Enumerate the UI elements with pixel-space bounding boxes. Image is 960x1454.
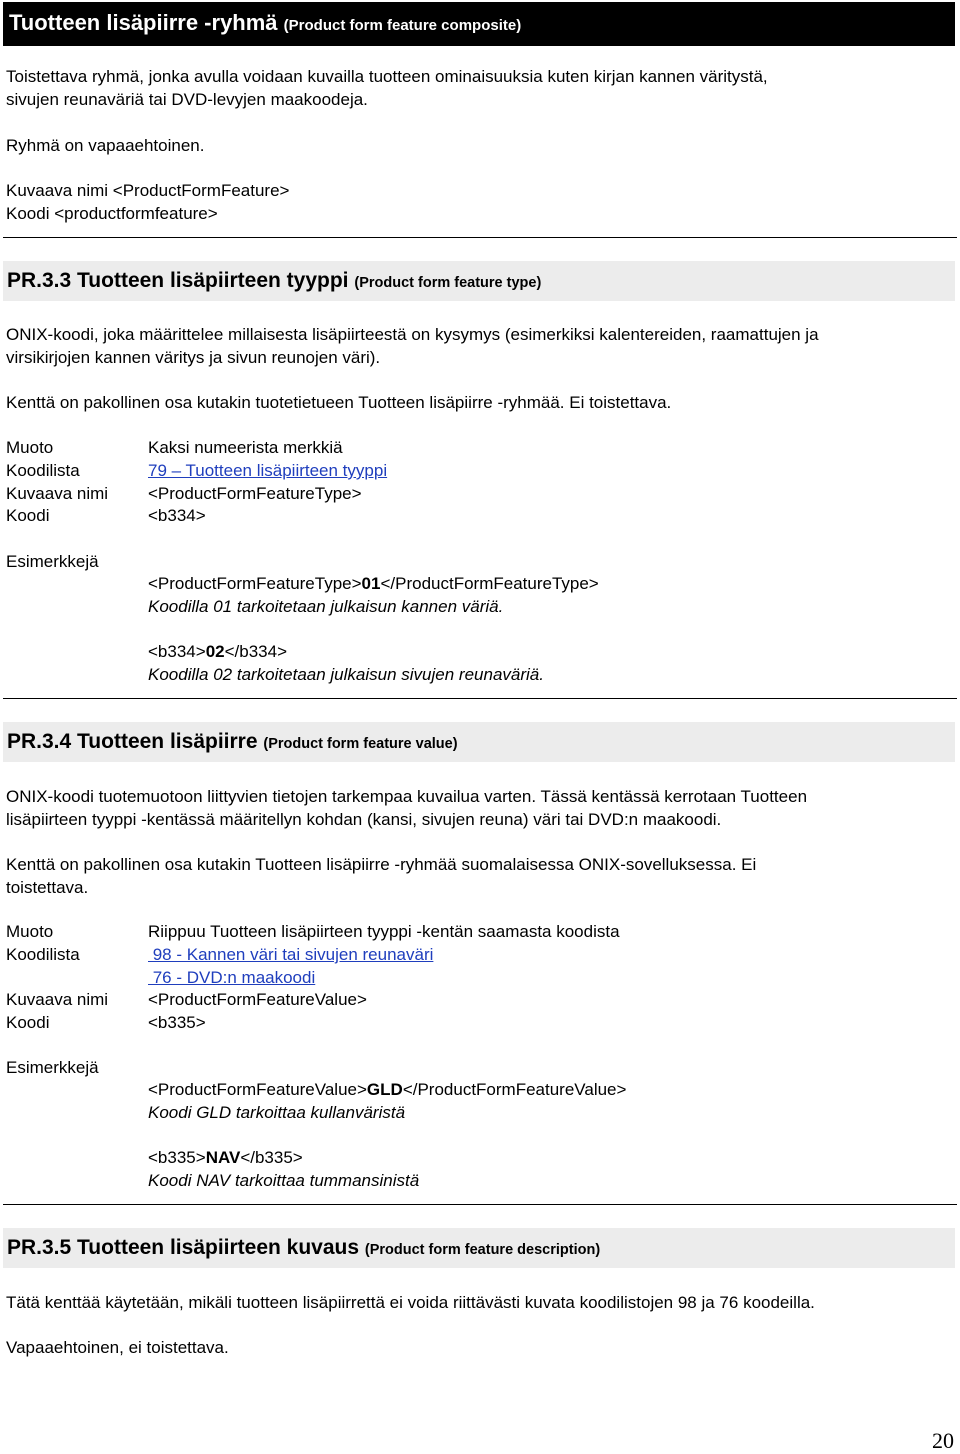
intro-optional: Ryhmä on vapaaehtoinen. bbox=[6, 136, 205, 155]
section-pr34-header bbox=[3, 722, 955, 762]
pr34-example-2: <b335>NAV</b335> bbox=[148, 1148, 303, 1167]
pr33-codelist-label: Koodilista bbox=[6, 461, 80, 480]
pr34-format-label: Muoto bbox=[6, 922, 54, 941]
pr34-codelist-label: Koodilista bbox=[6, 945, 80, 964]
pr33-descriptive-name-value: <ProductFormFeatureType> bbox=[148, 484, 362, 503]
pr35-desc: Tätä kenttää käytetään, mikäli tuotteen lisäpiirrettä ei voida riittävästi kuvata koodilistojen 98 ja 76 koodeilla. bbox=[6, 1293, 815, 1312]
pr34-descriptive-name-value: <ProductFormFeatureValue> bbox=[148, 990, 367, 1009]
divider bbox=[3, 1204, 957, 1205]
pr35-optional: Vapaaehtoinen, ei toistettava. bbox=[6, 1338, 229, 1357]
section-pr34-subheading: (Product form feature value) bbox=[263, 736, 458, 752]
pr33-codelist-link[interactable]: 79 – Tuotteen lisäpiirteen tyyppi bbox=[148, 461, 388, 480]
section-pr35-subheading: (Product form feature description) bbox=[364, 1242, 601, 1258]
pr33-desc-line-1: ONIX-koodi, joka määrittelee millaisesta lisäpiirteestä on kysymys (esimerkiksi kalentereiden, raamattujen ja bbox=[6, 325, 819, 344]
pr34-desc-line-2: lisäpiirteen tyyppi -kentässä määritellyn kohdan (kansi, sivujen reuna) väri tai DVD:n maakoodi. bbox=[6, 810, 722, 829]
pr34-codelist-link-98[interactable]: 98 - Kannen väri tai sivujen reunaväri bbox=[148, 945, 434, 964]
pr34-desc-line-1: ONIX-koodi tuotemuotoon liittyvien tietojen tarkempaa kuvailua varten. Tässä kentässä kerrotaan Tuotteen bbox=[6, 787, 808, 806]
pr34-codelist-link-76[interactable]: 76 - DVD:n maakoodi bbox=[148, 968, 316, 987]
pr33-code-label: Koodi bbox=[6, 506, 50, 525]
section-pr33-subheading: (Product form feature type) bbox=[354, 275, 542, 291]
section-pr34-heading: PR.3.4 Tuotteen lisäpiirre (Product form feature value) bbox=[7, 730, 458, 753]
intro-descriptive-name: Kuvaava nimi <ProductFormFeature> bbox=[6, 181, 290, 200]
pr33-examples-label: Esimerkkejä bbox=[6, 552, 99, 571]
pr33-format-label: Muoto bbox=[6, 438, 54, 457]
composite-title: Tuotteen lisäpiirre -ryhmä (Product form feature composite) bbox=[9, 10, 522, 35]
composite-subtitle: (Product form feature composite) bbox=[283, 17, 522, 34]
pr33-example-2-value: 02 bbox=[205, 642, 225, 661]
pr34-example-1-note: Koodi GLD tarkoittaa kullanväristä bbox=[148, 1103, 406, 1122]
section-pr33-header bbox=[3, 261, 955, 301]
pr34-example-2-note: Koodi NAV tarkoittaa tummansinistä bbox=[148, 1171, 420, 1190]
pr33-example-2: <b334>02</b334> bbox=[148, 642, 288, 661]
divider bbox=[3, 237, 957, 238]
pr34-example-1-value: GLD bbox=[366, 1080, 403, 1099]
page-number: 20 bbox=[932, 1428, 954, 1453]
section-pr35-header bbox=[3, 1228, 955, 1268]
pr34-format-value: Riippuu Tuotteen lisäpiirteen tyyppi -kentän saamasta koodista bbox=[148, 922, 620, 941]
pr33-example-1-value: 01 bbox=[361, 574, 381, 593]
intro-line-1: Toistettava ryhmä, jonka avulla voidaan kuvailla tuotteen ominaisuuksia kuten kirjan kannen väritystä, bbox=[6, 67, 768, 86]
section-pr33-heading: PR.3.3 Tuotteen lisäpiirteen tyyppi (Product form feature type) bbox=[7, 269, 542, 292]
pr34-code-label: Koodi bbox=[6, 1013, 50, 1032]
pr33-code-value: <b334> bbox=[148, 506, 206, 525]
pr33-example-1-note: Koodilla 01 tarkoitetaan julkaisun kannen väriä. bbox=[148, 597, 504, 616]
pr33-mandatory: Kenttä on pakollinen osa kutakin tuotetietueen Tuotteen lisäpiirre -ryhmää. Ei toistettava. bbox=[6, 393, 672, 412]
intro-code: Koodi <productformfeature> bbox=[6, 204, 218, 223]
pr34-examples-label: Esimerkkejä bbox=[6, 1058, 99, 1077]
section-pr35-heading: PR.3.5 Tuotteen lisäpiirteen kuvaus (Product form feature description) bbox=[7, 1236, 601, 1259]
pr34-descriptive-name-label: Kuvaava nimi bbox=[6, 990, 109, 1009]
pr33-format-value: Kaksi numeerista merkkiä bbox=[148, 438, 343, 457]
pr33-example-2-note: Koodilla 02 tarkoitetaan julkaisun sivujen reunaväriä. bbox=[148, 665, 544, 684]
intro-line-2: sivujen reunaväriä tai DVD-levyjen maakoodeja. bbox=[6, 90, 368, 109]
pr33-desc-line-2: virsikirjojen kannen väritys ja sivun reunojen väri). bbox=[6, 348, 381, 367]
pr33-example-1: <ProductFormFeatureType>01</ProductFormFeatureType> bbox=[148, 574, 599, 593]
pr34-code-value: <b335> bbox=[148, 1013, 206, 1032]
pr34-mandatory-line-2: toistettava. bbox=[6, 878, 89, 897]
pr34-example-1: <ProductFormFeatureValue>GLD</ProductFormFeatureValue> bbox=[148, 1080, 627, 1099]
pr33-descriptive-name-label: Kuvaava nimi bbox=[6, 484, 109, 503]
pr34-mandatory-line-1: Kenttä on pakollinen osa kutakin Tuotteen lisäpiirre -ryhmää suomalaisessa ONIX-sovelluksessa. Ei bbox=[6, 855, 757, 874]
composite-title-bar bbox=[3, 2, 955, 46]
divider bbox=[3, 698, 957, 699]
pr34-example-2-value: NAV bbox=[205, 1148, 241, 1167]
